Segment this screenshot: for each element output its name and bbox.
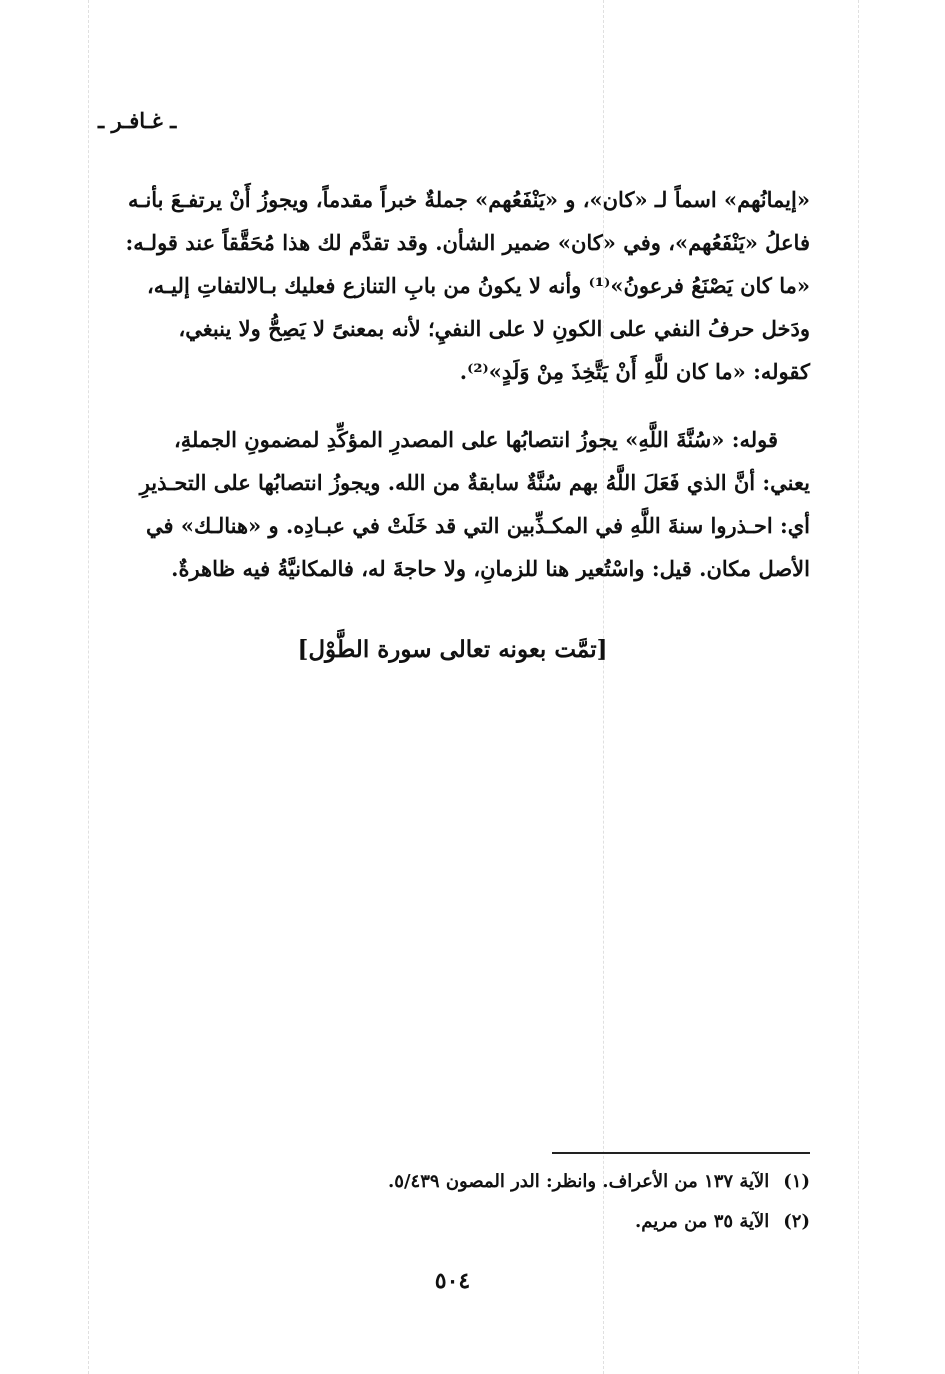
text-line: «ما كان يَصْنَعُ فرعونُ»⁽¹⁾ وأنه لا يكونُ من بابِ التنازع فعليك بـالالتفاتِ إليـه، [147, 273, 810, 298]
footnote-number: (٢) [783, 1211, 810, 1232]
footnote-divider [552, 1152, 810, 1154]
paragraph-2 [120, 418, 810, 590]
page-number: ٥٠٤ [434, 1268, 471, 1294]
text-line: أي: احـذروا سنةَ اللَّهِ في المكـذِّبين التي قد خَلَتْ في عبـادِه. و «هنالـك» في [146, 513, 810, 538]
text-line: ودَخل حرفُ النفي على الكونِ لا على النفيِ؛ لأنه بمعنىً لا يَصِحُّ ولا ينبغي، [178, 316, 810, 341]
running-header: ـ غـافـر ـ [98, 108, 177, 133]
surah-closing-note: [تمَّت بعونه تعالى سورة الطَّوْل] [297, 636, 608, 663]
footnote-1 [120, 1162, 810, 1202]
text-line: كقوله: «ما كان للَّهِ أَنْ يَتَّخِذَ مِنْ وَلَدٍ»⁽²⁾. [459, 359, 810, 384]
footnotes [120, 1162, 810, 1242]
text-line: يعني: أنَّ الذي فَعَلَ اللَّهُ بهم سُنَّةٌ سابقةٌ من الله. ويجوزُ انتصابُها على التحـذيرِ [139, 470, 810, 495]
footnote-number: (١) [783, 1171, 810, 1192]
text-line: قوله: «سُنَّةَ اللَّهِ» يجوزُ انتصابُها على المصدرِ المؤكِّدِ لمضمونِ الجملةِ، [174, 427, 778, 452]
text-line: «إيمانُهم» اسماً لـ «كان»، و «يَنْفَعُهم» جملةٌ خبراً مقدماً، ويجوزُ أَنْ يرتفـعَ بأنـه [128, 187, 810, 212]
footnote-text: الآية ٣٥ من مريم. [635, 1211, 770, 1232]
text-line: فاعلُ «يَنْفَعُهم»، وفي «كان» ضمير الشأن. وقد تقدَّم لك هذا مُحَقَّقاً عند قولـه: [125, 230, 810, 255]
footnote-2 [120, 1202, 810, 1242]
scan-guide-line [88, 0, 89, 1374]
paragraph-1 [120, 178, 810, 393]
text-line: الأصل مكان. قيل: واسْتُعير هنا للزمانِ، ولا حاجةَ له، فالمكانيَّةُ فيه ظاهرةٌ. [171, 556, 810, 581]
footnote-text: الآية ١٣٧ من الأعراف. وانظر: الدر المصون ٥/٤٣٩. [388, 1171, 770, 1192]
scan-guide-line [858, 0, 859, 1374]
